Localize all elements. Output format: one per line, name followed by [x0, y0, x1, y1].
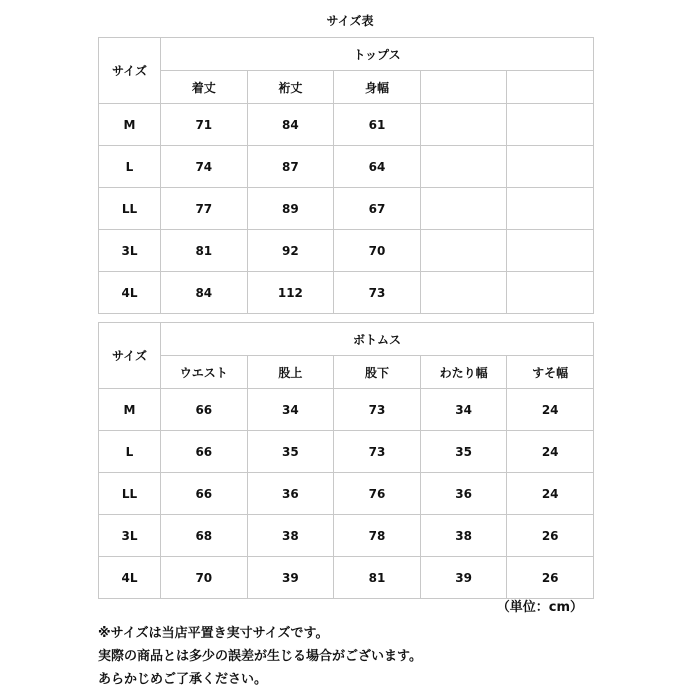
- table-row: [99, 104, 594, 146]
- value-cell: 81: [161, 230, 248, 272]
- note-line: 実際の商品とは多少の誤差が生じる場合がございます。: [98, 649, 422, 664]
- value-cell: 112: [247, 272, 334, 314]
- value-cell: 74: [161, 146, 248, 188]
- size-cell: 4L: [99, 272, 161, 314]
- size-cell: M: [99, 389, 161, 431]
- value-cell: 70: [161, 557, 248, 599]
- table-row: [99, 272, 594, 314]
- column-header: わたり幅: [420, 356, 507, 389]
- bottoms-size-table: [98, 322, 594, 599]
- column-header: 股下: [334, 356, 421, 389]
- column-header: 着丈: [161, 71, 248, 104]
- value-cell: [507, 230, 594, 272]
- value-cell: 26: [507, 515, 594, 557]
- value-cell: 34: [247, 389, 334, 431]
- column-header: [420, 71, 507, 104]
- value-cell: 36: [420, 473, 507, 515]
- value-cell: 39: [247, 557, 334, 599]
- note-line: ※サイズは当店平置き実寸サイズです。: [98, 626, 329, 641]
- value-cell: 66: [161, 431, 248, 473]
- value-cell: 68: [161, 515, 248, 557]
- value-cell: 24: [507, 473, 594, 515]
- column-header: 身幅: [334, 71, 421, 104]
- size-cell: M: [99, 104, 161, 146]
- size-cell: L: [99, 146, 161, 188]
- value-cell: 67: [334, 188, 421, 230]
- value-cell: 61: [334, 104, 421, 146]
- size-cell: L: [99, 431, 161, 473]
- table-row: [99, 146, 594, 188]
- value-cell: 89: [247, 188, 334, 230]
- value-cell: [420, 146, 507, 188]
- value-cell: [420, 230, 507, 272]
- value-cell: 38: [247, 515, 334, 557]
- value-cell: 35: [420, 431, 507, 473]
- column-header: 股上: [247, 356, 334, 389]
- value-cell: 78: [334, 515, 421, 557]
- value-cell: 76: [334, 473, 421, 515]
- column-header: 裄丈: [247, 71, 334, 104]
- value-cell: [507, 188, 594, 230]
- unit-label: （単位：cm）: [496, 600, 583, 615]
- value-cell: [507, 272, 594, 314]
- size-column-header: サイズ: [99, 323, 161, 389]
- value-cell: 73: [334, 389, 421, 431]
- table-row: [99, 473, 594, 515]
- value-cell: [420, 272, 507, 314]
- value-cell: 77: [161, 188, 248, 230]
- value-cell: [507, 146, 594, 188]
- value-cell: 87: [247, 146, 334, 188]
- page-title: サイズ表: [326, 14, 374, 28]
- value-cell: 70: [334, 230, 421, 272]
- value-cell: 38: [420, 515, 507, 557]
- size-cell: 4L: [99, 557, 161, 599]
- value-cell: 36: [247, 473, 334, 515]
- column-header: すそ幅: [507, 356, 594, 389]
- value-cell: 35: [247, 431, 334, 473]
- size-cell: 3L: [99, 230, 161, 272]
- table-row: [99, 515, 594, 557]
- column-header: ウエスト: [161, 356, 248, 389]
- value-cell: 34: [420, 389, 507, 431]
- value-cell: 39: [420, 557, 507, 599]
- value-cell: 66: [161, 389, 248, 431]
- table-row: [99, 431, 594, 473]
- column-header: [507, 71, 594, 104]
- note-line: あらかじめご了承ください。: [98, 672, 268, 687]
- bottoms-group-header: ボトムス: [161, 323, 594, 356]
- value-cell: [420, 188, 507, 230]
- value-cell: 64: [334, 146, 421, 188]
- table-row: [99, 389, 594, 431]
- value-cell: 92: [247, 230, 334, 272]
- value-cell: 24: [507, 389, 594, 431]
- value-cell: 73: [334, 431, 421, 473]
- value-cell: 71: [161, 104, 248, 146]
- table-row: [99, 188, 594, 230]
- value-cell: 81: [334, 557, 421, 599]
- size-cell: LL: [99, 188, 161, 230]
- size-column-header: サイズ: [99, 38, 161, 104]
- value-cell: [420, 104, 507, 146]
- value-cell: 84: [247, 104, 334, 146]
- tops-group-header: トップス: [161, 38, 594, 71]
- value-cell: 66: [161, 473, 248, 515]
- size-cell: LL: [99, 473, 161, 515]
- value-cell: 26: [507, 557, 594, 599]
- value-cell: 73: [334, 272, 421, 314]
- size-cell: 3L: [99, 515, 161, 557]
- table-row: [99, 557, 594, 599]
- value-cell: [507, 104, 594, 146]
- tops-size-table: [98, 37, 594, 314]
- notes: [98, 622, 422, 691]
- value-cell: 84: [161, 272, 248, 314]
- value-cell: 24: [507, 431, 594, 473]
- table-row: [99, 230, 594, 272]
